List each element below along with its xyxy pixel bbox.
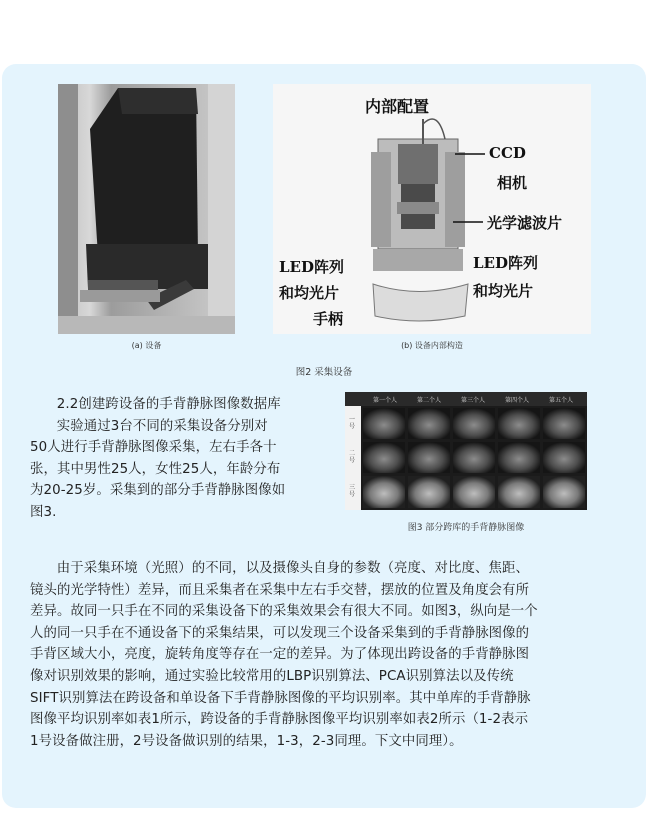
section-text-left	[30, 394, 330, 524]
device-photo	[58, 84, 235, 334]
para1-line-5: 图3.	[30, 504, 57, 520]
row-label-2: 二号	[349, 450, 356, 464]
figure3-caption: 图3 部分跨库的手背静脉图像	[407, 523, 525, 533]
row-label-column	[345, 406, 361, 510]
para1-line-4: 为20-25岁。采集到的部分手背静脉图像如	[30, 483, 286, 499]
photo-caption: (a) 设备	[131, 341, 162, 350]
hand-images	[361, 406, 587, 510]
row-label-3: 三号	[349, 484, 356, 498]
section-heading: 2.2创建跨设备的手背静脉图像数据库	[56, 397, 281, 412]
column-label-1: 第一个人	[373, 397, 398, 404]
hand-vein-image-grid	[345, 392, 587, 510]
section-text-full	[30, 558, 620, 752]
figure2-title: 图2 采集设备	[295, 367, 353, 378]
column-label-5: 第五个人	[549, 397, 574, 404]
label-ccd: CCD	[489, 144, 526, 162]
label-led-left-2: 和均光片	[279, 284, 340, 302]
label-camera: 相机	[497, 174, 528, 192]
para1-line-3: 张，其中男性25人，女性25人，年龄分布	[30, 461, 281, 477]
label-handle: 手柄	[313, 310, 344, 328]
para2-line-4: 人的同一只手在不通设备下的采集结果，可以发现三个设备采集到的手背静脉图像的	[30, 625, 530, 641]
label-internal-config: 内部配置	[365, 97, 430, 116]
grid-header	[345, 392, 587, 406]
label-led-right-2: 和均光片	[473, 282, 534, 300]
para2-line-8: 图像平均识别率如表1所示，跨设备的手背静脉图像平均识别率如表2所示（1-2表示	[30, 712, 529, 728]
column-label-4: 第四个人	[505, 397, 530, 404]
para1-line-2: 50人进行手背静脉图像采集，左右手各十	[30, 440, 277, 456]
para2-line-9: 1号设备做注册，2号设备做识别的结果，1-3，2-3同理。下文中同理）。	[30, 733, 463, 749]
para2-line-2: 镜头的光学特性）差异，而且采集者在采集中左右手交替，摆放的位置及角度会有所	[30, 582, 530, 598]
column-label-3: 第三个人	[461, 397, 486, 404]
label-led-right-1: LED阵列	[473, 254, 538, 272]
device-internal-diagram	[273, 84, 591, 334]
label-optical-filter: 光学滤波片	[487, 214, 563, 232]
para2-line-1: 由于采集环境（光照）的不同，以及摄像头自身的参数（亮度、对比度、焦距、	[56, 561, 529, 576]
para2-line-3: 差异。故同一只手在不同的采集设备下的采集效果会有很大不同。如图3，纵向是一个	[30, 604, 538, 620]
diagram-caption: (b) 设备内部构造	[401, 341, 463, 350]
label-led-left-1: LED阵列	[279, 258, 344, 276]
column-label-2: 第二个人	[417, 397, 442, 404]
para1-line-1: 实验通过3台不同的采集设备分别对	[56, 418, 268, 434]
para2-line-7: SIFT识别算法在跨设备和单设备下手背静脉图像的平均识别率。其中单库的手背静脉	[30, 690, 531, 706]
row-label-1: 一号	[349, 416, 356, 430]
device-photo-drawing	[58, 84, 235, 334]
para2-line-5: 手背区域大小，亮度，旋转角度等存在一定的差异。为了体现出跨设备的手背静脉图	[30, 647, 530, 663]
para2-line-6: 像对识别效果的影响，通过实验比较常用的LBP识别算法、PCA识别算法以及传统	[30, 668, 514, 684]
